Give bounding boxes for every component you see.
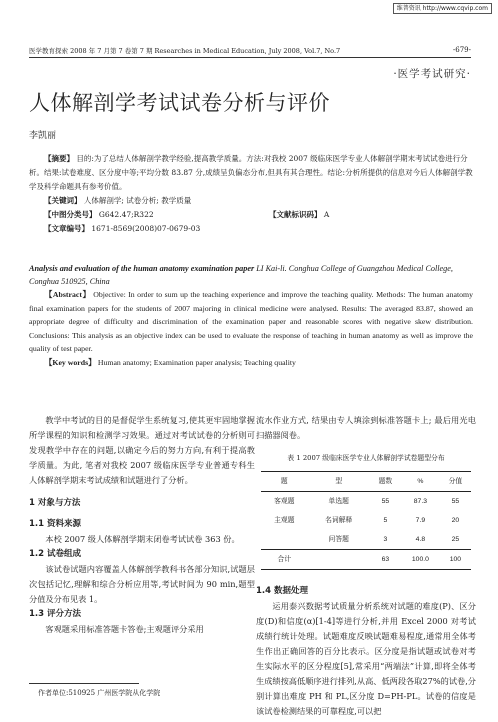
table-cell: 100	[449, 556, 462, 563]
keywords-label: 【关键词】	[44, 196, 82, 205]
english-abstract-label: 【Abstract】	[44, 290, 91, 299]
table-cell: 问答题	[328, 536, 349, 543]
table-cell: 55	[381, 498, 390, 505]
table-cell: 3	[383, 536, 388, 543]
table-header: 型	[335, 478, 343, 485]
paragraph-1-1: 本校 2007 级人体解剖学期末闭卷考试试卷 363 份。	[45, 534, 240, 544]
abstract-text: 目的:为了总结人体解剖学教学经验,提高教学质量。方法:对我校 2007 级临床医学专业人体解剖学期末考试试卷进行分析。结果:试卷难度、区分度中等;平均分数 83.87 分,成绩呈负偏态分布,但具有其合理性。结论:分析所提供的信息对今后人体解剖学教学及科学命题具有参考价值。	[29, 154, 473, 191]
english-keywords: Human anatomy; Examination paper analysis; Teaching quality	[97, 357, 296, 367]
watermark: 维普资讯 http://www.cqvip.com	[393, 3, 492, 14]
running-header: 医学教育探索 2008 年 7 月第 7 卷第 7 期 Researches in Medical Education, July 2008, Vol.7, No.7	[29, 47, 341, 55]
doc-code-label: 【文献标识码】	[269, 210, 322, 219]
heading-1: 1 对象与方法	[29, 498, 81, 508]
english-keywords-label: 【Key words】	[44, 357, 96, 367]
footnote-rule	[29, 683, 139, 684]
table-header: 题数	[378, 478, 393, 485]
header-rule	[29, 57, 471, 58]
table-cell: 25	[451, 536, 460, 543]
table-row	[261, 550, 471, 570]
paragraph-1-2: 该试卷试题内容覆盖人体解剖学教科书各部分知识,试题层次包括记忆,理解和综合分析应用等,考试时间为 90 min,题型分值及分布见表 1。	[29, 564, 255, 604]
table-cell: 63	[381, 556, 390, 563]
footnote: 作者单位:510925 广州医学院从化学院	[38, 689, 161, 697]
article-no-label: 【文章编号】	[44, 224, 89, 233]
table-caption	[256, 451, 476, 466]
paragraph-1-3-cont: 流水作业方式, 结果由专人填涂到标准答题卡上; 最后用光电扫描器阅卷。	[256, 415, 476, 440]
table-cell: 4.8	[415, 536, 426, 543]
heading-1-3: 1.3 评分方法	[29, 609, 82, 619]
page-number: -679-	[452, 46, 471, 54]
table-header: 题	[280, 478, 288, 485]
english-abstract	[29, 288, 473, 369]
section-tag: ·医学考试研究·	[393, 68, 471, 80]
table-cell: 87.3	[413, 498, 428, 505]
doc-code: A	[323, 210, 330, 219]
table-cell: 主观题	[274, 517, 295, 524]
article-no: 1671-8569(2008)07-0679-03	[91, 224, 201, 233]
table-cell: 55	[451, 498, 460, 505]
chinese-abstract	[29, 152, 473, 236]
table-cell	[261, 530, 308, 550]
table-caption-text: 表 1 2007 级临床医学专业人体解剖学试卷题型分布	[287, 454, 445, 462]
table-row	[261, 492, 471, 512]
heading-1-4: 1.4 数据处理	[256, 586, 309, 596]
left-column	[29, 413, 255, 637]
english-title-block	[29, 262, 473, 288]
table-cell: 7.9	[415, 517, 426, 524]
table-row	[261, 511, 471, 530]
heading-1-1: 1.1 资料来源	[29, 519, 82, 529]
table-cell: 单选题	[328, 498, 349, 505]
table-cell: 20	[451, 517, 460, 524]
paragraph-1-4: 运用泰兴数据考试质量分析系统对试题的难度(P)、区分度(D)和信度(α)[1-4]等进行分析,并用 Excel 2000 对考试成绩行统计处理。试题难度反映试题难易程度,通常用全体考生作出正确回答的百分比表示。区分度是指试题或试卷对考生实际水平的区分程度[5],常采用“两端法”计算,即将全体考生成绩按高低顺序进行排列,从高、低两段各取27%的试卷,分别计算出难度 PH 和 PL,区分度 D=PH-PL。试卷的信度是该试卷检测结果的可靠程度,可以把	[256, 601, 476, 716]
table-cell: 名词解释	[325, 517, 353, 524]
table-cell: 5	[383, 517, 388, 524]
right-column	[256, 413, 476, 719]
table-cell	[308, 550, 370, 570]
abstract-label: 【摘要】	[44, 154, 74, 163]
paragraph-1-3: 客观题采用标准答题卡答卷;主观题评分采用	[45, 624, 204, 634]
clc-label: 【中图分类号】	[44, 210, 97, 219]
table-row	[261, 530, 471, 550]
table-cell: 合计	[277, 556, 292, 563]
question-type-table	[261, 471, 471, 570]
english-title: Analysis and evaluation of the human anatomy examination paper	[29, 264, 255, 273]
intro-paragraph: 教学中考试的目的是督促学生系统复习,使其更牢固地掌握所学课程的知识和检测学习效果。通过对考试试卷的分析则可发现教学中存在的问题,以确定今后的努力方向,有利于提高教学质量。为此, 笔者对我校 2007 级临床医学专业普通专科生人体解剖学期末考试成绩和试题进行了分析。	[29, 415, 255, 485]
keywords: 人体解剖学; 试卷分析; 教学质量	[83, 196, 192, 205]
table-cell: 客观题	[274, 498, 295, 505]
table-header: %	[417, 478, 424, 485]
english-abstract-text: Objective: In order to sum up the teaching experience and improve the teaching quality. Methods: The human anatomy final examination papers for the students of 2007 majoring in clinical medicine were analysed. Results: The averaged 83.87, showed an appropriate degree of difficulty and discrimination of the examination paper and reasonable scores with negative skew distribution. Conclusions: This analysis as an objective index can be used to evaluate the response of teaching in human anatomy as well as improve the quality of test paper.	[29, 290, 474, 353]
english-authors: LI Kai-li. Conghua College of Guangzhou Medical College, Conghua 510925, China	[29, 264, 453, 286]
author: 李凯丽	[29, 131, 57, 141]
clc: G642.47;R322	[98, 210, 154, 219]
heading-1-2: 1.2 试卷组成	[29, 549, 82, 559]
article-title: 人体解剖学考试试卷分析与评价	[29, 91, 330, 115]
table-cell: 100.0	[411, 556, 429, 563]
table-header: 分值	[448, 478, 463, 485]
